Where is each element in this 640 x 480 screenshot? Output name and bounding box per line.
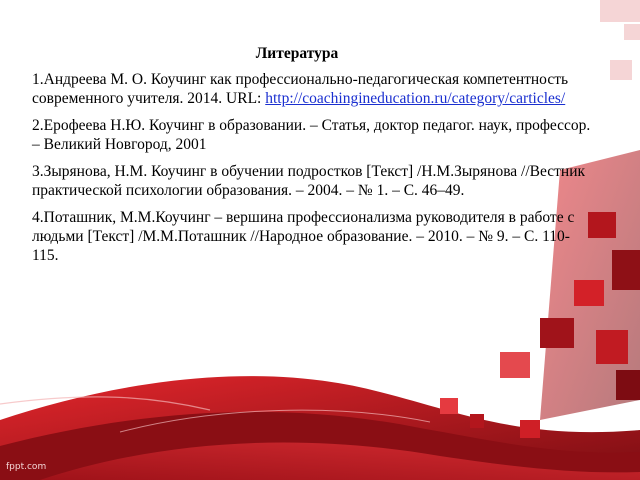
reference-item-3 — [32, 162, 592, 200]
reference-text: 4.Поташник, М.М.Коучинг – вершина профессионализма руководителя в работе с людьми [Текст] /М.М.Поташник //Народное образование. – 2010. – № 9. – С. 110-115. — [32, 209, 575, 264]
reference-item-4 — [32, 208, 592, 265]
reference-item-1 — [32, 70, 592, 108]
references-content — [32, 44, 592, 273]
watermark-text: fppt.com — [6, 462, 47, 472]
reference-text: 1.Андреева М. О. Коучинг как профессионально-педагогическая компетентность современного учителя. 2014. URL: — [32, 71, 569, 107]
reference-item-2 — [32, 116, 592, 154]
reference-link[interactable]: http://coachingineducation.ru/category/carticles/ — [265, 90, 566, 107]
reference-text: 2.Ерофеева Н.Ю. Коучинг в образовании. – Статья, доктор педагог. наук, профессор. – Великий Новгород, 2001 — [32, 117, 591, 153]
page-title: Литература — [255, 45, 339, 62]
reference-text: 3.Зырянова, Н.М. Коучинг в обучении подростков [Текст] /Н.М.Зырянова //Вестник практической психологии образования. – 2004. – № 1. – С. 46–49. — [32, 163, 586, 199]
